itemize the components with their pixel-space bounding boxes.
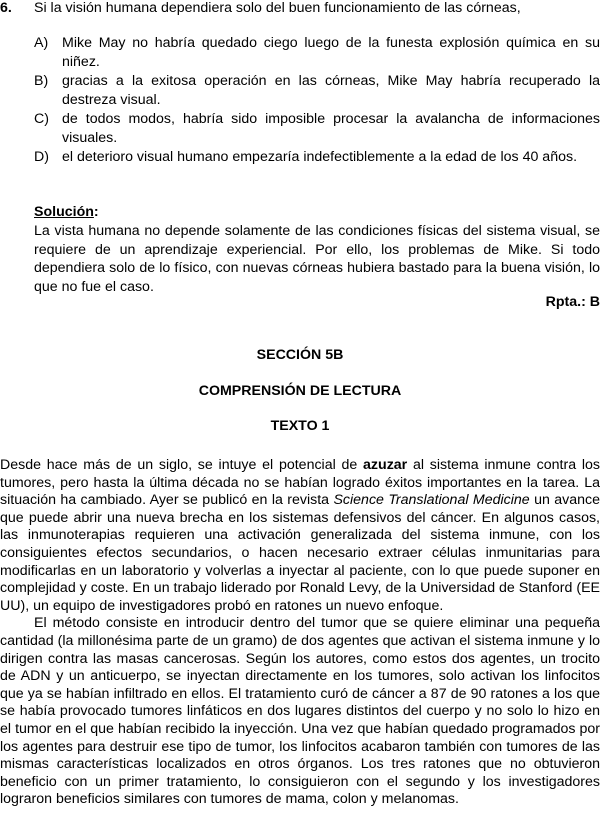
- option-c: [34, 110, 600, 148]
- solution-block: [34, 203, 600, 297]
- option-text: gracias a la exitosa operación en las córneas, Mike May habría recuperado la destreza visual.: [62, 73, 600, 108]
- solution-colon: :: [93, 204, 99, 220]
- journal-name: Science Translational Medicine: [333, 492, 530, 509]
- solution-title: Solución: [34, 204, 94, 220]
- solution-body: La vista humana no depende solamente de las condiciones físicas del sistema visual, se requiere de un aprendizaje experiencial. Por ello, los problemas de Mike. Si todo dependiera solo de lo físico, con nuevas córneas hubiera bastado para la buena visión, lo que no fue el caso.: [34, 222, 600, 296]
- option-text: de todos modos, habría sido imposible procesar la avalancha de informaciones visuales.: [62, 111, 600, 146]
- reading-paragraph-2: El método consiste en introducir dentro del tumor que se quiere eliminar una pequeña cantidad (la millonésima parte de un gramo) de dos agentes que activan el sistema inmune y lo dirigen contra las masas cancerosas. Según los autores, como estos dos agentes, un trocito de ADN y un anticuerpo, se inyectan directamente en los tumores, solo activan los linfocitos que ya se habían infiltrado en ellos. El tratamiento curó de cáncer a 87 de 90 ratones a los que se había provocado tumores linfáticos en dos lugares distintos del cuerpo y no solo lo hizo en el tumor en el que habían recibido la inyección. Una vez que habían quedado programados por los agentes para destruir ese tipo de tumor, los linfocitos acabaron también con tumores de las mismas características localizados en otros órganos. Los tres ratones que no obtuvieron beneficio con un primer tratamiento, lo consiguieron con el segundo y los investigadores lograron beneficios similares con tumores de mama, colon y melanomas.: [0, 615, 600, 808]
- option-text: Mike May no habría quedado ciego luego de la funesta explosión química en su niñez.: [62, 35, 600, 70]
- text-label: TEXTO 1: [270, 418, 330, 434]
- bold-term: azuzar: [363, 457, 408, 473]
- paragraph-text: al sistema inmune contra los tumores, pero hasta la última década no se habían logrado éxitos importantes en la tarea. La situación ha cambiado. Ayer se publicó en la revista: [0, 457, 600, 509]
- section-subtitle: COMPRENSIÓN DE LECTURA: [198, 383, 402, 399]
- option-b: [34, 72, 600, 110]
- question-stem: Si la visión humana dependiera solo del buen funcionamiento de las córneas,: [34, 0, 521, 16]
- solution-heading: [34, 203, 600, 222]
- answer-options: [34, 34, 600, 167]
- option-letter: A): [34, 35, 49, 51]
- section-title: SECCIÓN 5B: [256, 347, 344, 363]
- reading-passage: [0, 457, 600, 809]
- paragraph-text: un avance que puede abrir una nueva brecha en los sistemas defensivos del cáncer. En algunos casos, las inmunoterapias requieren una activación generalizada del sistema inmune, con los consiguientes efectos secundarios, o hacen necesario extraer células inmunitarias para modificarlas en un laboratorio y volverlas a inyectar al paciente, con lo que puede suponer en complejidad y coste. En un trabajo liderado por Ronald Levy, de la Universidad de Stanford (EE UU), un equipo de investigadores probó en ratones un nuevo enfoque.: [0, 492, 600, 614]
- question-number: 6.: [0, 0, 12, 16]
- option-letter: D): [34, 149, 49, 165]
- option-letter: C): [34, 111, 49, 127]
- paragraph-text: Desde hace más de un siglo, se intuye el potencial de: [0, 457, 364, 473]
- question-stem-line: [0, 0, 521, 16]
- answer-key: Rpta.: B: [545, 294, 600, 310]
- option-d: [34, 148, 600, 167]
- option-letter: B): [34, 73, 49, 89]
- option-text: el deterioro visual humano empezaría indefectiblemente a la edad de los 40 años.: [62, 149, 578, 165]
- option-a: [34, 34, 600, 72]
- reading-paragraph-1: [0, 457, 600, 615]
